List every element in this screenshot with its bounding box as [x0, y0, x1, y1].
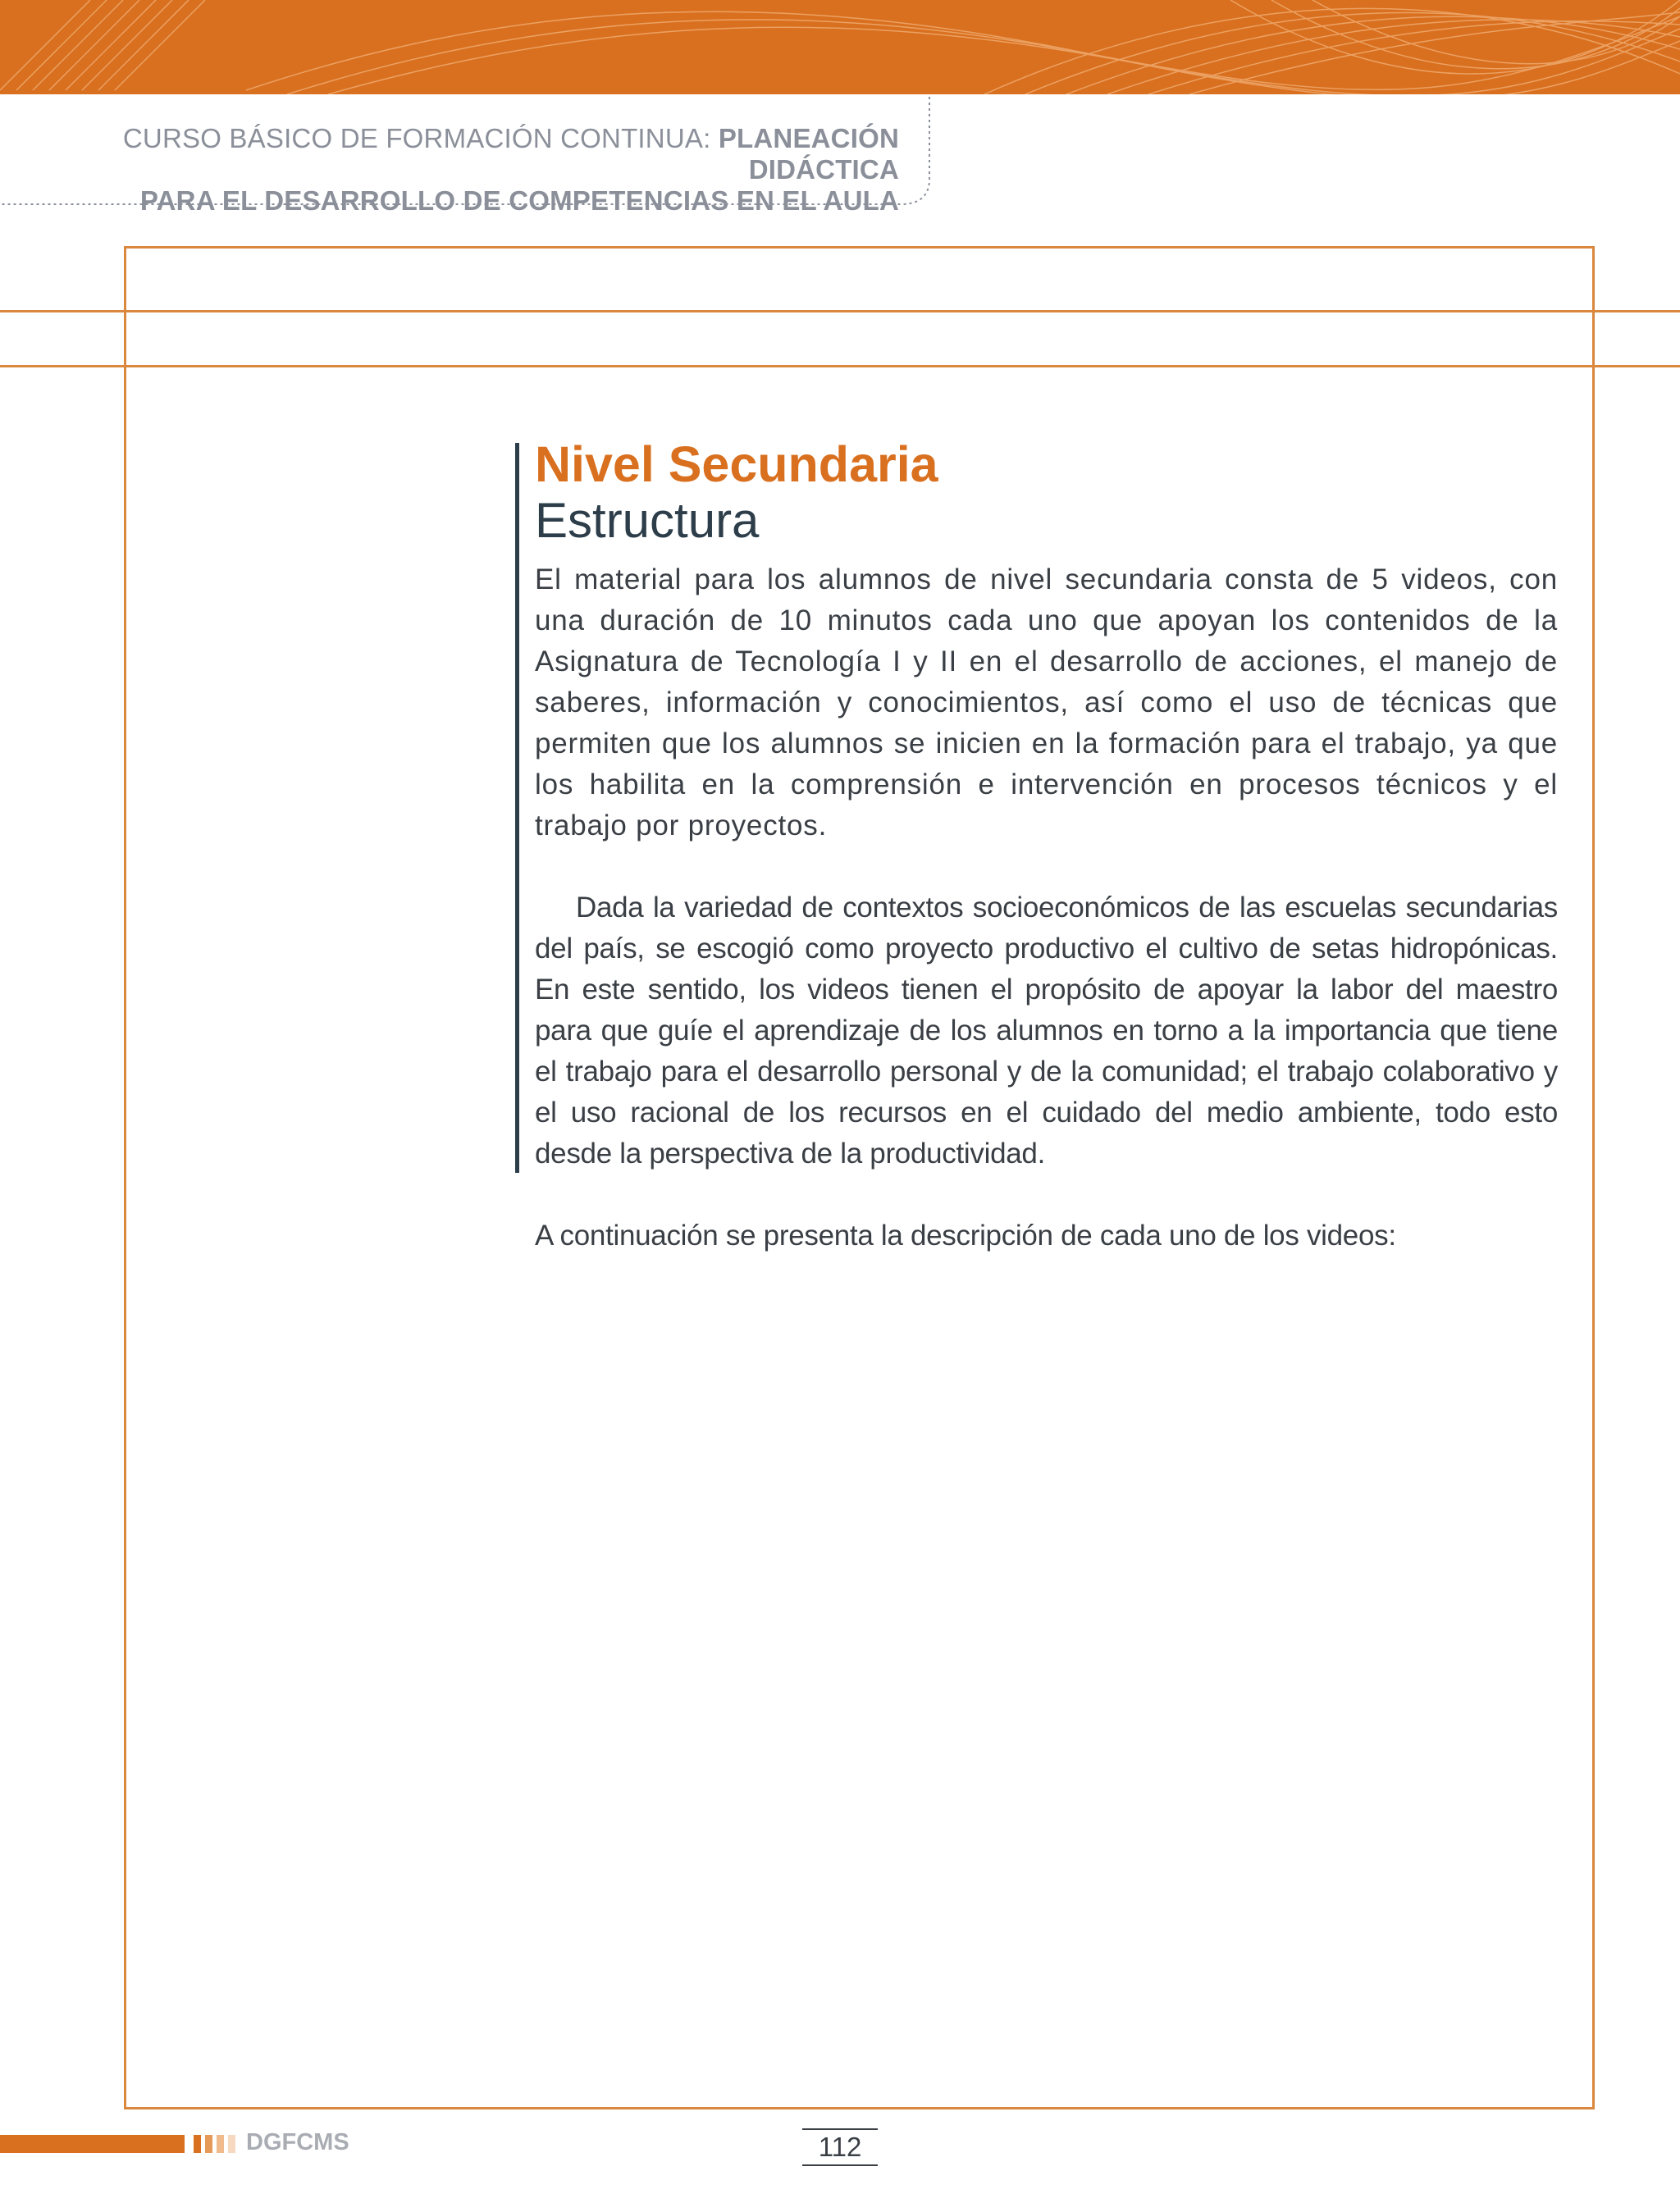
course-header-line1 — [0, 123, 899, 185]
footer-accent-bar — [0, 2135, 185, 2153]
frame-divider-bottom — [0, 365, 1680, 367]
top-banner — [0, 0, 1680, 94]
wave-pattern-decoration — [0, 0, 1680, 94]
section-accent-bar — [515, 443, 519, 1173]
footer-label: DGFCMS — [246, 2129, 349, 2155]
section-title: Nivel Secundaria — [535, 436, 938, 492]
page-number: 112 — [802, 2128, 878, 2166]
paragraph: El material para los alumnos de nivel secundaria consta de 5 videos, con una duración de 10 minutos cada uno que apoyan los contenidos de la Asignatura de Tecnología I y II en el desarrollo de acciones, el manejo de saberes, información y conocimientos, así como el uso de técnicas que permiten que los alumnos se inicien en la formación para el trabajo, ya que los habilita en la comprensión e intervención en procesos técnicos y el trabajo por proyectos. — [535, 563, 1558, 841]
footer-bars-icon — [194, 2135, 243, 2153]
course-header — [0, 123, 899, 217]
course-title-line1: PLANEACIÓN DIDÁCTICA — [718, 123, 899, 185]
course-title-line2: PARA EL DESARROLLO DE COMPETENCIAS EN EL AULA — [139, 185, 899, 216]
main-content — [535, 436, 1558, 1257]
section-subtitle: Estructura — [535, 493, 760, 548]
course-prefix: CURSO BÁSICO DE FORMACIÓN CONTINUA: — [122, 123, 719, 153]
paragraph: A continuación se presenta la descripción de cada uno de los videos: — [535, 1220, 1396, 1252]
paragraph: Dada la variedad de contextos socioeconómicos de las escuelas secundarias del país, se escogió como proyecto productivo el cultivo de setas hidropónicas. En este sentido, los videos tienen el propósito de apoyar la labor del maestro para que guíe el aprendizaje de los alumnos en torno a la importancia que tiene el trabajo para el desarrollo personal y de la comunidad; el trabajo colaborativo y el uso racional de los recursos en el cuidado del medio ambiente, todo esto desde la perspectiva de la productividad. — [535, 892, 1558, 1170]
frame-divider-top — [0, 310, 1680, 312]
